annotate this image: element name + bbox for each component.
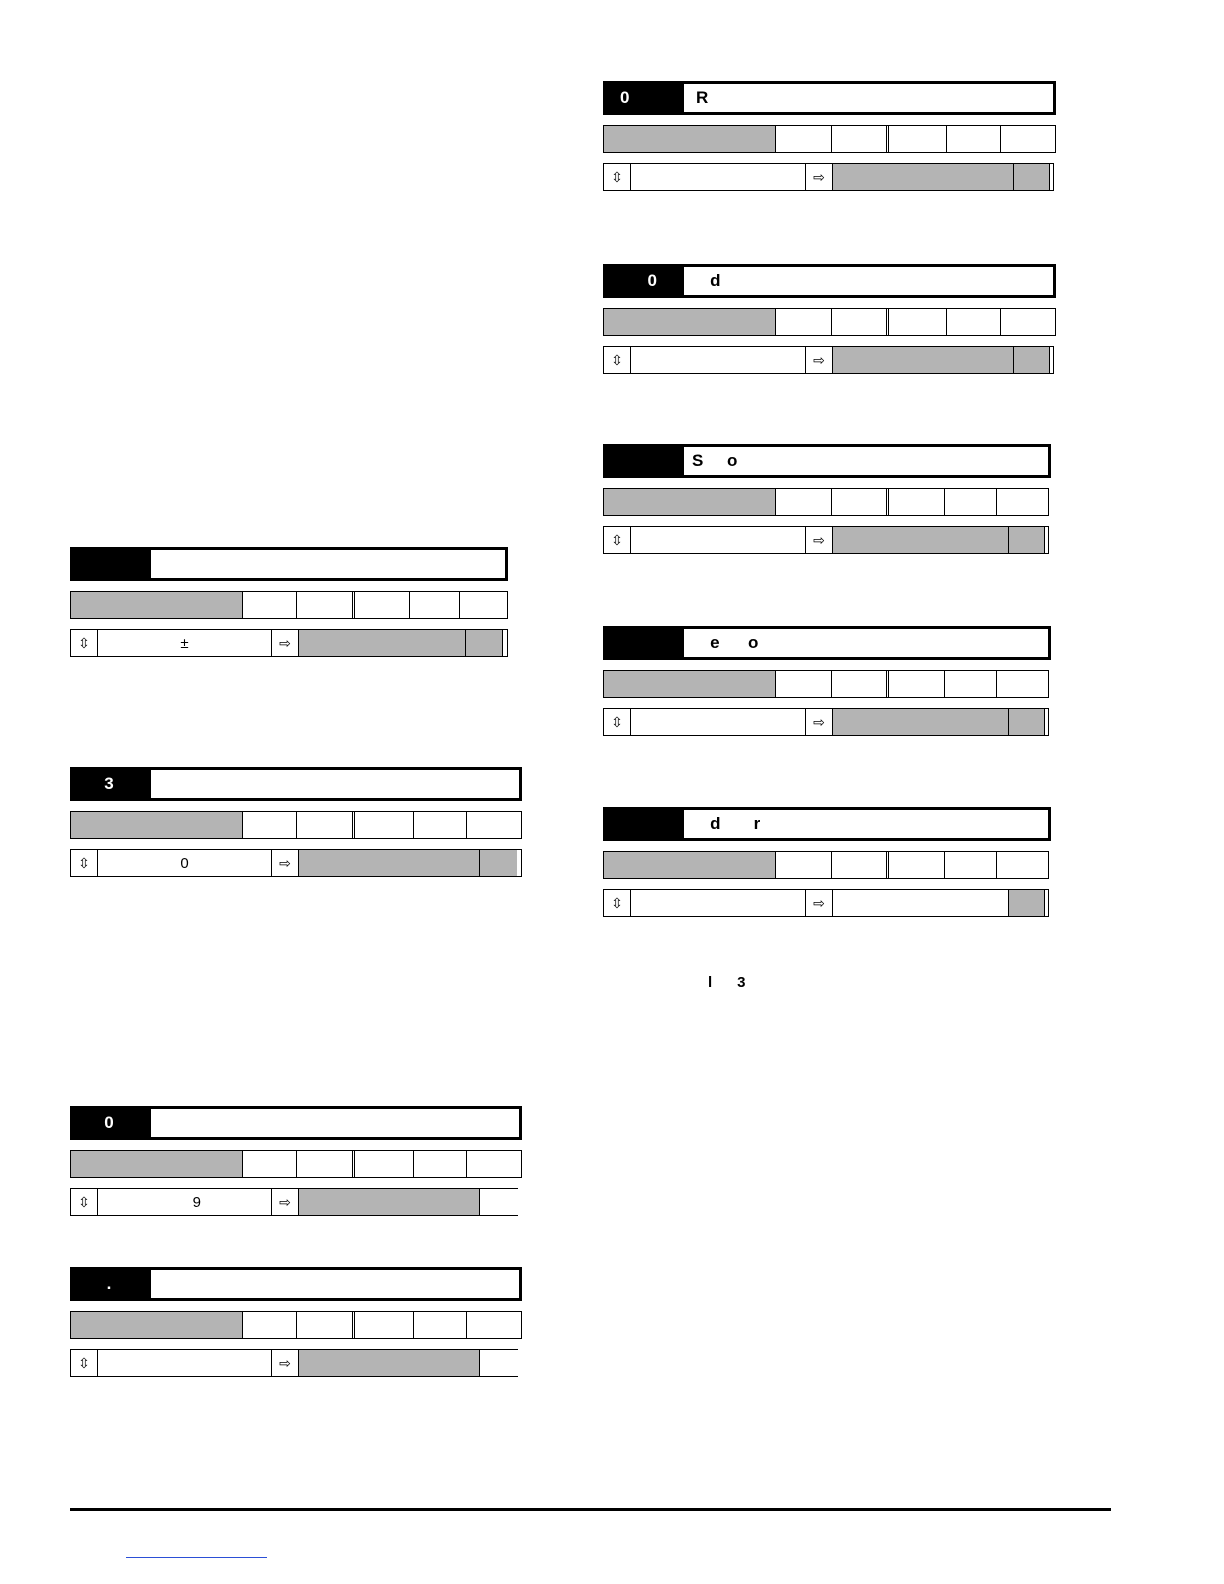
parameter-range-row — [70, 629, 508, 657]
parameter-number — [603, 444, 681, 478]
default-value — [833, 527, 1008, 553]
parameter-block — [603, 444, 1051, 554]
right-arrow-icon: ⇨ — [805, 890, 833, 916]
parameter-number: . — [70, 1267, 148, 1301]
parameter-title — [148, 547, 508, 581]
parameter-attribute-row — [70, 811, 522, 839]
parameter-number: 0 — [70, 1106, 148, 1140]
range-value: 9 — [192, 1193, 201, 1211]
parameter-range-row — [70, 1349, 518, 1377]
range-value — [98, 1350, 271, 1376]
parameter-attribute-row — [603, 851, 1049, 879]
attribute-shaded-cell — [71, 1151, 243, 1177]
attribute-cell — [831, 489, 832, 515]
range-end-bar — [1044, 709, 1048, 735]
range-tail-cell — [479, 850, 517, 876]
range-end-bar — [502, 630, 506, 656]
default-value — [833, 890, 1008, 916]
attribute-cell — [459, 592, 460, 618]
attribute-cell — [1000, 126, 1001, 152]
range-value — [631, 890, 805, 916]
parameter-attribute-row — [603, 125, 1056, 153]
right-arrow-icon: ⇨ — [805, 709, 833, 735]
parameter-title: d r — [681, 807, 1051, 841]
range-tail-cell — [465, 630, 502, 656]
attribute-cell — [466, 812, 467, 838]
attribute-cell — [946, 126, 947, 152]
attribute-cell — [944, 671, 945, 697]
attribute-cell — [996, 852, 997, 878]
range-end-bar — [1044, 890, 1048, 916]
range-end-bar — [1049, 164, 1053, 190]
note-text: l 3 — [708, 974, 746, 991]
range-tail-cell — [1013, 347, 1049, 373]
range-end-bar — [1044, 527, 1048, 553]
parameter-header — [603, 444, 1051, 478]
attribute-shaded-cell — [604, 489, 776, 515]
parameter-block — [70, 1106, 522, 1216]
right-arrow-icon: ⇨ — [805, 527, 833, 553]
parameter-range-row — [603, 346, 1054, 374]
range-value — [631, 347, 805, 373]
range-end-bar — [1049, 347, 1053, 373]
parameter-header — [70, 767, 522, 801]
parameter-attribute-row — [603, 488, 1049, 516]
up-down-arrow-icon: ⇳ — [71, 1189, 98, 1215]
range-tail-cell — [1008, 709, 1044, 735]
parameter-block — [603, 81, 1056, 191]
parameter-range-row — [603, 163, 1054, 191]
range-tail-cell — [1013, 164, 1049, 190]
range-tail-cell — [479, 1189, 518, 1215]
attribute-cell — [296, 592, 297, 618]
parameter-range-row — [603, 889, 1049, 917]
right-arrow-icon: ⇨ — [271, 850, 299, 876]
attribute-cell — [996, 671, 997, 697]
attribute-cell — [944, 489, 945, 515]
up-down-arrow-icon: ⇳ — [604, 164, 631, 190]
up-down-arrow-icon: ⇳ — [604, 527, 631, 553]
parameter-block — [70, 1267, 522, 1377]
up-down-arrow-icon: ⇳ — [71, 630, 98, 656]
attribute-cell — [831, 671, 832, 697]
attribute-cell — [352, 592, 355, 618]
parameter-attribute-row — [70, 1150, 522, 1178]
attribute-shaded-cell — [71, 1312, 243, 1338]
range-value: 0 — [180, 854, 189, 872]
default-value — [299, 850, 479, 876]
range-value — [631, 709, 805, 735]
attribute-cell — [296, 812, 297, 838]
attribute-cell — [831, 852, 832, 878]
attribute-cell — [886, 489, 889, 515]
right-arrow-icon: ⇨ — [805, 164, 833, 190]
attribute-cell — [413, 1151, 414, 1177]
parameter-attribute-row — [70, 591, 508, 619]
parameter-title — [148, 767, 522, 801]
parameter-title — [148, 1106, 522, 1140]
parameter-attribute-row — [70, 1311, 522, 1339]
parameter-number: 0 — [603, 81, 681, 115]
range-tail-cell — [1008, 527, 1044, 553]
attribute-shaded-cell — [71, 812, 243, 838]
attribute-cell — [946, 309, 947, 335]
attribute-cell — [352, 1151, 355, 1177]
range-tail-cell — [1008, 890, 1044, 916]
parameter-attribute-row — [603, 670, 1049, 698]
parameter-range-row — [70, 1188, 518, 1216]
range-value — [631, 164, 805, 190]
parameter-header — [70, 1267, 522, 1301]
parameter-range-row — [603, 526, 1049, 554]
parameter-range-row — [603, 708, 1049, 736]
attribute-cell — [886, 126, 889, 152]
attribute-cell — [1000, 309, 1001, 335]
range-tail-cell — [479, 1350, 518, 1376]
attribute-cell — [886, 309, 889, 335]
right-arrow-icon: ⇨ — [271, 630, 299, 656]
default-value — [833, 347, 1013, 373]
parameter-range-row — [70, 849, 522, 877]
attribute-cell — [831, 126, 832, 152]
attribute-cell — [886, 671, 889, 697]
attribute-cell — [944, 852, 945, 878]
parameter-number: 0 — [603, 264, 681, 298]
parameter-number: 3 — [70, 767, 148, 801]
parameter-block — [603, 264, 1056, 374]
attribute-cell — [413, 1312, 414, 1338]
parameter-header — [603, 81, 1056, 115]
parameter-header — [70, 547, 508, 581]
parameter-number — [603, 626, 681, 660]
parameter-header — [603, 626, 1051, 660]
right-arrow-icon: ⇨ — [271, 1189, 299, 1215]
footer-link[interactable] — [126, 1557, 267, 1558]
attribute-shaded-cell — [604, 309, 776, 335]
attribute-cell — [352, 812, 355, 838]
parameter-attribute-row — [603, 308, 1056, 336]
parameter-header — [603, 807, 1051, 841]
footer-rule — [70, 1508, 1111, 1511]
parameter-number — [70, 547, 148, 581]
up-down-arrow-icon: ⇳ — [604, 890, 631, 916]
up-down-arrow-icon: ⇳ — [71, 1350, 98, 1376]
attribute-cell — [296, 1312, 297, 1338]
parameter-block — [70, 767, 522, 877]
attribute-shaded-cell — [604, 852, 776, 878]
up-down-arrow-icon: ⇳ — [71, 850, 98, 876]
attribute-cell — [413, 812, 414, 838]
parameter-header — [603, 264, 1056, 298]
parameter-title: R — [681, 81, 1056, 115]
default-value — [299, 1189, 479, 1215]
attribute-shaded-cell — [604, 126, 776, 152]
parameter-title: d — [681, 264, 1056, 298]
parameter-header — [70, 1106, 522, 1140]
up-down-arrow-icon: ⇳ — [604, 347, 631, 373]
parameter-title — [148, 1267, 522, 1301]
parameter-title: e o — [681, 626, 1051, 660]
attribute-cell — [409, 592, 410, 618]
range-value — [631, 527, 805, 553]
up-down-arrow-icon: ⇳ — [604, 709, 631, 735]
attribute-shaded-cell — [604, 671, 776, 697]
attribute-cell — [831, 309, 832, 335]
right-arrow-icon: ⇨ — [805, 347, 833, 373]
range-value: ± — [180, 634, 189, 652]
attribute-cell — [886, 852, 889, 878]
parameter-number — [603, 807, 681, 841]
default-value — [299, 1350, 479, 1376]
parameter-block — [70, 547, 508, 657]
right-arrow-icon: ⇨ — [271, 1350, 299, 1376]
parameter-block — [603, 807, 1051, 917]
parameter-title: S o — [681, 444, 1051, 478]
attribute-cell — [996, 489, 997, 515]
attribute-cell — [296, 1151, 297, 1177]
attribute-cell — [466, 1312, 467, 1338]
default-value — [299, 630, 465, 656]
attribute-cell — [352, 1312, 355, 1338]
default-value — [833, 709, 1008, 735]
parameter-block — [603, 626, 1051, 736]
attribute-shaded-cell — [71, 592, 243, 618]
default-value — [833, 164, 1013, 190]
attribute-cell — [466, 1151, 467, 1177]
